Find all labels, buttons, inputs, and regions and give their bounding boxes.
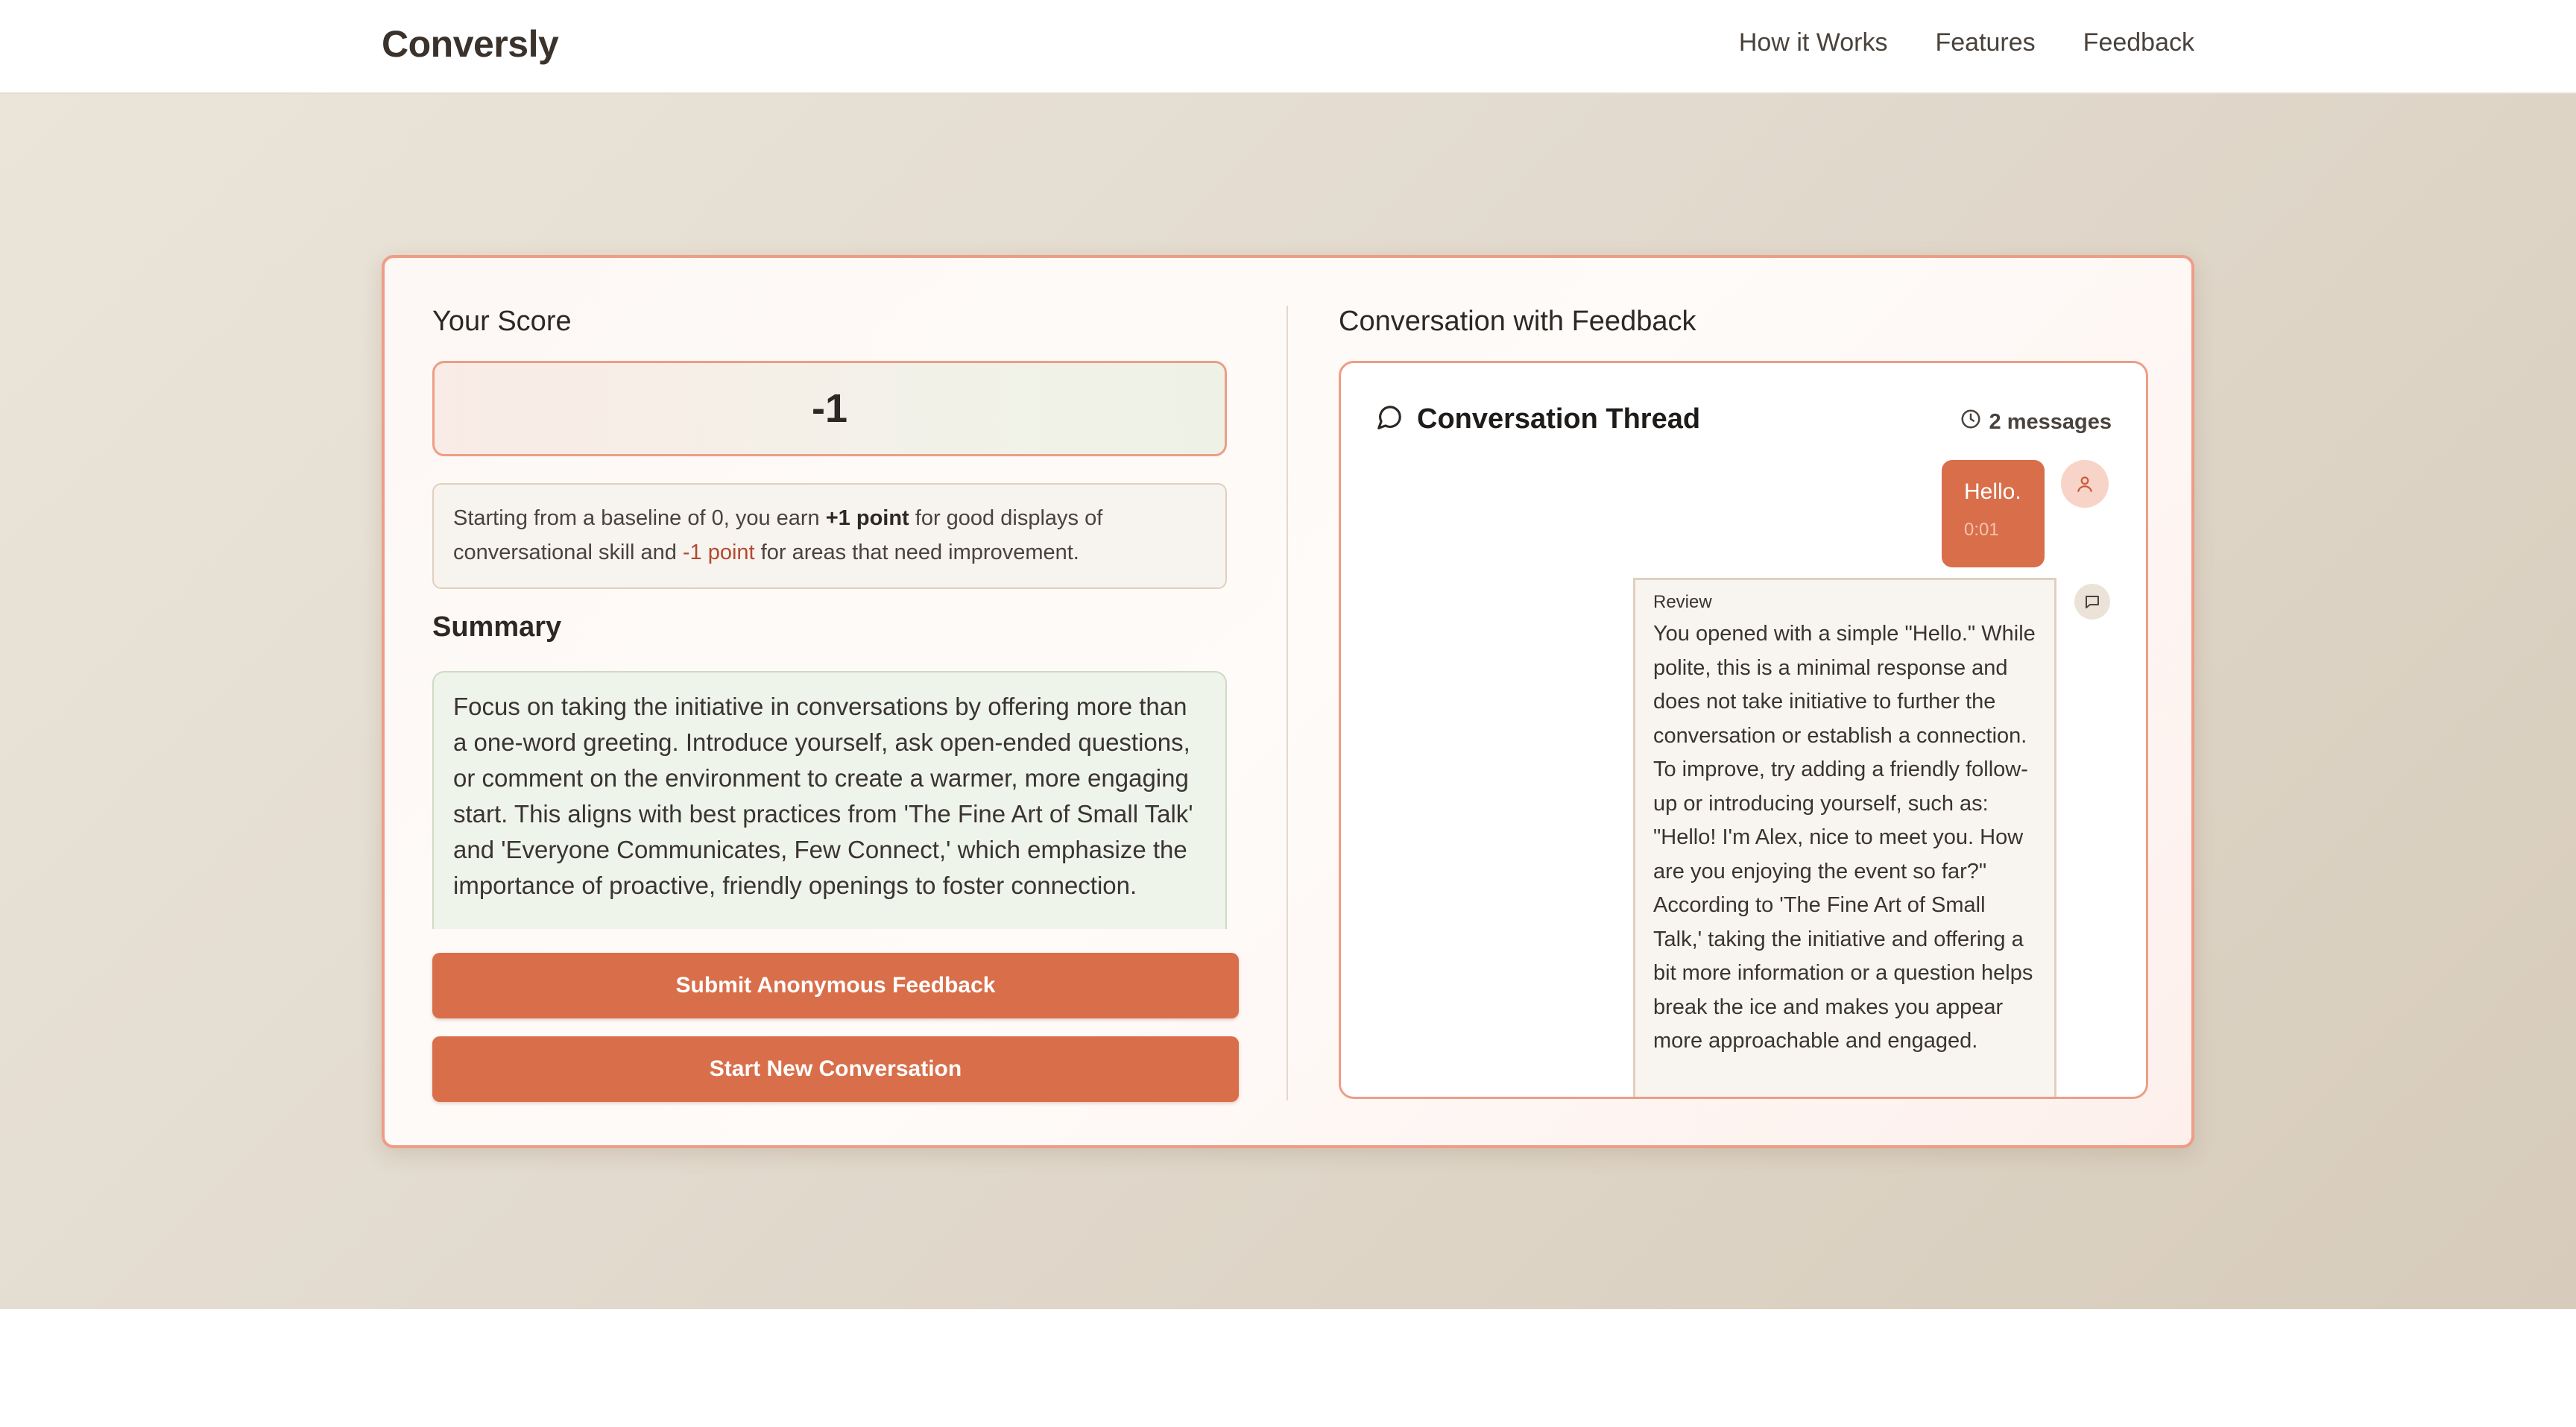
thread-title: Conversation Thread — [1417, 403, 1701, 435]
minus-point-label: -1 point — [682, 541, 755, 564]
message-count — [1960, 408, 2112, 436]
results-card — [382, 255, 2194, 1148]
summary-text: Focus on taking the initiative in conversations by offering more than a one-word greeting. Introduce yourself, ask open-ended questions, or comment on the environment to create a warmer, more engaging start. This aligns with best practices from 'The Fine Art of Small Talk' and 'Everyone Communicates, Few Connect,' which emphasize the importance of proactive, friendly openings to foster connection. — [453, 693, 1193, 899]
thread-header — [1375, 403, 1700, 435]
nav-how-it-works[interactable]: How it Works — [1738, 28, 1888, 57]
user-avatar — [2061, 460, 2109, 508]
message-count-text: 2 messages — [1989, 409, 2112, 434]
conversation-title: Conversation with Feedback — [1339, 306, 1696, 337]
score-panel — [432, 306, 1239, 1081]
submit-feedback-button[interactable]: Submit Anonymous Feedback — [432, 953, 1239, 1018]
nav-features[interactable]: Features — [1935, 28, 2036, 57]
conversation-thread[interactable] — [1339, 361, 2148, 1099]
explain-text: for good displays of conversational skill and — [453, 506, 1103, 564]
conversation-panel — [1339, 306, 2150, 1053]
score-display — [432, 361, 1227, 456]
explain-text: for areas that need improvement. — [754, 541, 1079, 564]
top-nav-bar — [0, 0, 2576, 94]
score-title: Your Score — [432, 306, 572, 337]
score-value: -1 — [811, 386, 847, 431]
review-comment-icon — [2074, 584, 2110, 620]
hero-background — [0, 94, 2576, 1309]
start-new-conversation-button[interactable]: Start New Conversation — [432, 1036, 1239, 1102]
summary-title: Summary — [432, 611, 562, 643]
review-feedback-box — [1633, 578, 2056, 1099]
nav-feedback[interactable]: Feedback — [2083, 28, 2194, 57]
user-message-time: 0:01 — [1964, 520, 1999, 540]
clock-icon — [1960, 408, 1982, 436]
user-message-bubble — [1942, 460, 2045, 567]
panel-divider — [1287, 306, 1288, 1100]
scoring-explanation — [432, 483, 1227, 589]
review-text: You opened with a simple "Hello." While polite, this is a minimal response and does not take initiative to further the conversation or establish a connection. To improve, try adding a friendly follow-up or introducing yourself, such as: "Hello! I'm Alex, nice to meet you. How are you enjoying the event so far?" According to 'The Fine Art of Small Talk,' taking the initiative and offering a bit more information or a question helps break the ice and makes you appear more approachable and engaged. — [1653, 622, 2036, 1053]
brand-logo[interactable]: Conversly — [382, 23, 559, 65]
user-message-text: Hello. — [1964, 479, 2021, 504]
review-label: Review — [1653, 592, 1712, 612]
summary-text-box[interactable] — [432, 671, 1227, 929]
chat-bubble-icon — [1375, 403, 1404, 435]
explain-text: Starting from a baseline of 0, you earn — [453, 506, 826, 530]
main-nav — [1739, 28, 2194, 57]
plus-point-label: +1 point — [825, 506, 909, 530]
